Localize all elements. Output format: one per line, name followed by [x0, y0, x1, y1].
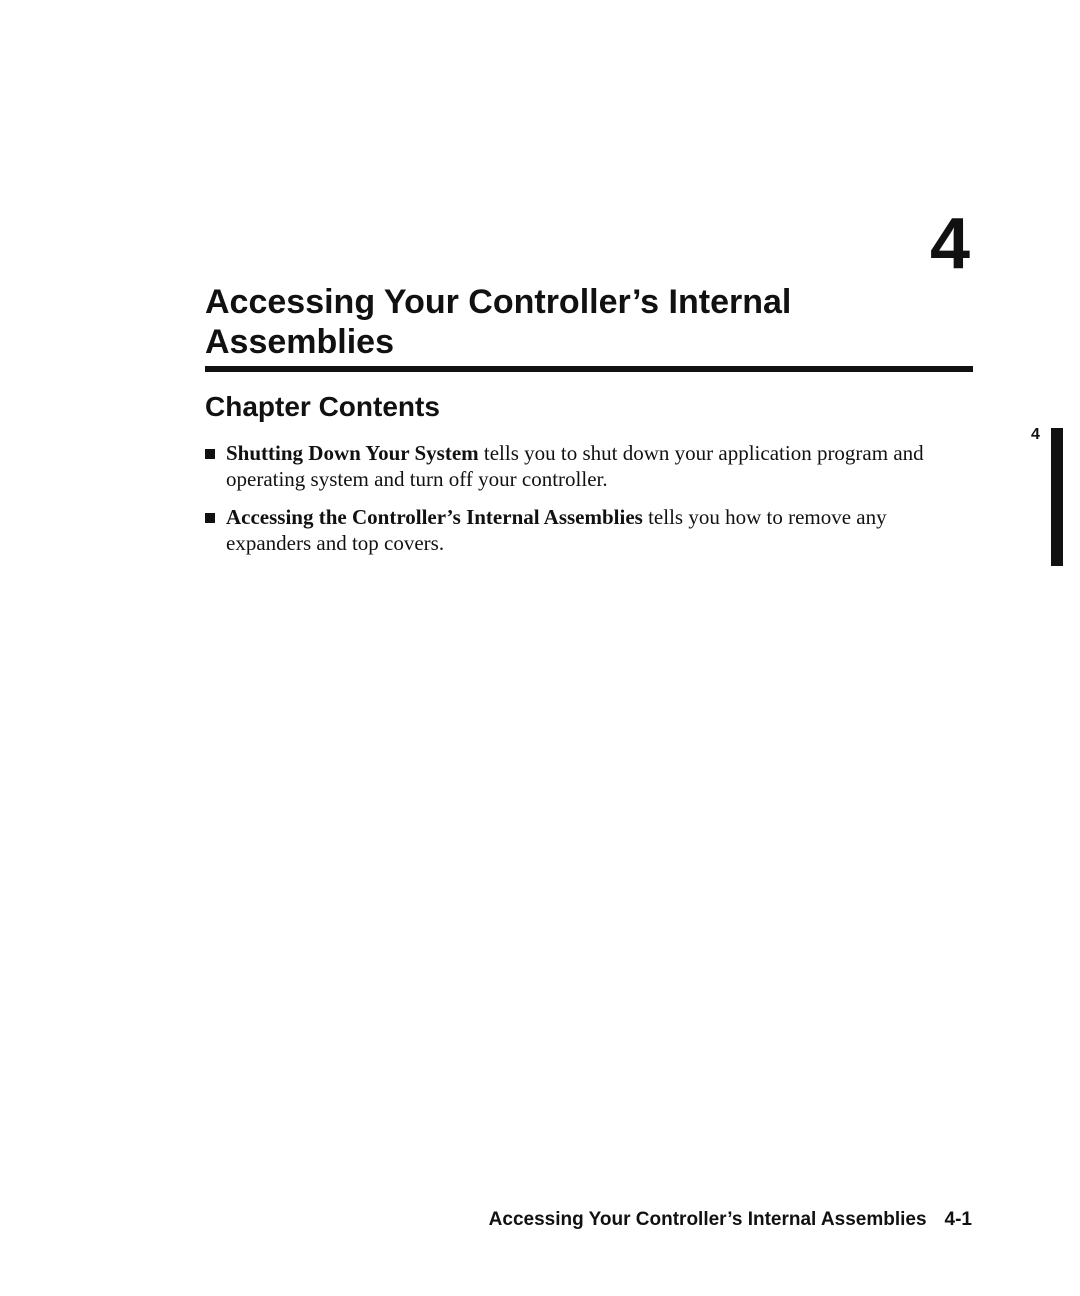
list-item-text: tells you how to remove any expanders and top covers. [226, 505, 887, 555]
page-footer [489, 1209, 972, 1231]
list-item [205, 504, 973, 556]
square-bullet-icon [205, 513, 215, 523]
thumb-tab-marker [1051, 428, 1063, 566]
footer-page-number: 4-1 [944, 1209, 972, 1230]
chapter-title: Accessing Your Controller’s Internal Assemblies [205, 283, 792, 361]
chapter-number: 4 [929, 204, 970, 284]
list-item [205, 440, 973, 492]
section-heading: Chapter Contents [205, 391, 440, 422]
thumb-tab-label: 4 [1031, 426, 1040, 443]
title-rule [205, 366, 973, 372]
square-bullet-icon [205, 449, 215, 459]
list-item-text: tells you to shut down your application program and operating system and turn off your controller. [226, 441, 924, 491]
footer-running-title: Accessing Your Controller’s Internal Assemblies [488, 1209, 927, 1230]
chapter-contents-list [205, 440, 973, 568]
list-item-title: Accessing the Controller’s Internal Assemblies [226, 505, 643, 529]
list-item-title: Shutting Down Your System [226, 441, 479, 465]
